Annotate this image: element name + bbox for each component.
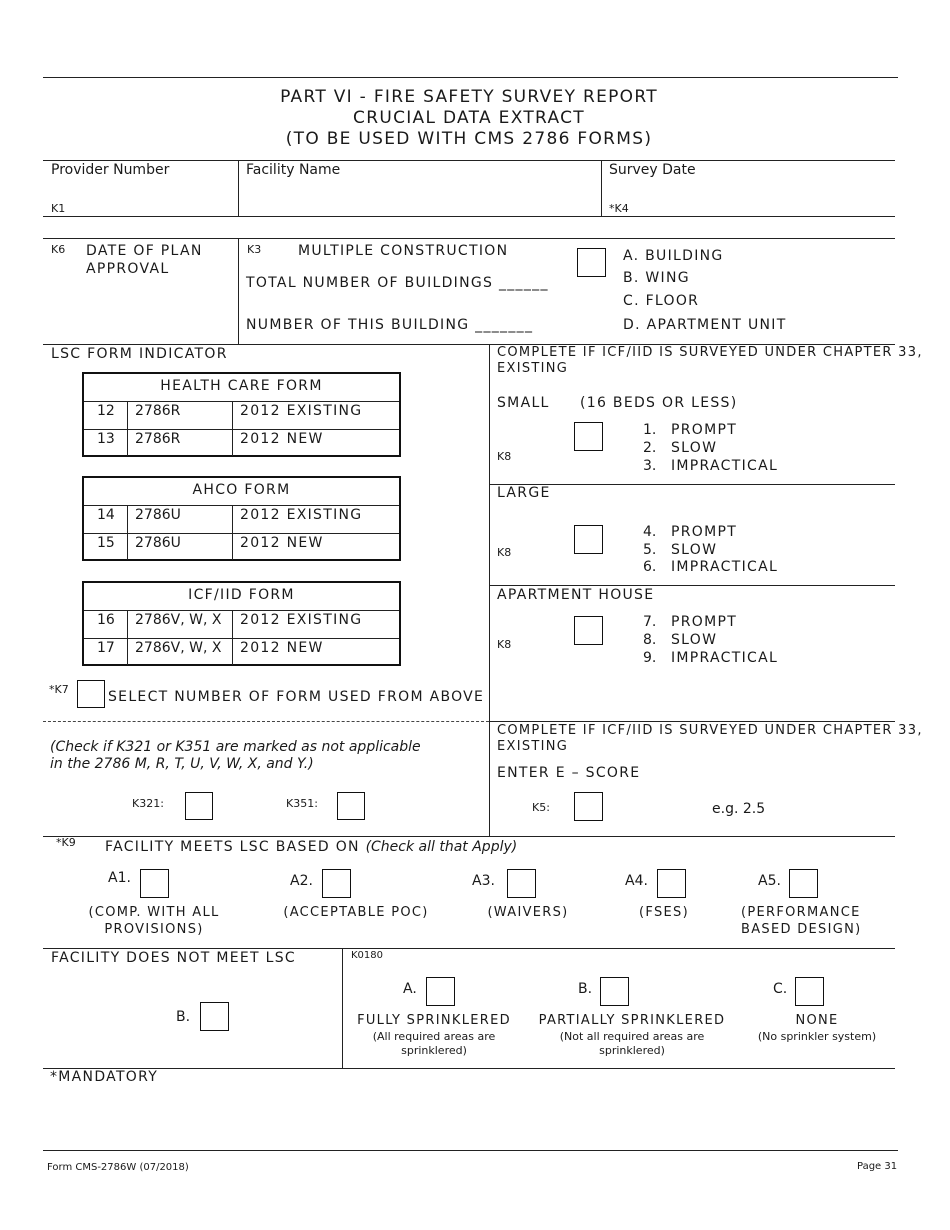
not-meet-top-rule [43, 948, 895, 949]
large-option-slow: SLOW [671, 542, 718, 558]
k3-code: K3 [247, 243, 262, 256]
fully-sprinklered-label: FULLY SPRINKLERED [357, 1013, 511, 1028]
k351-label: K351: [286, 797, 318, 810]
table-row [84, 505, 399, 534]
form-edition: 2012 EXISTING [240, 507, 363, 523]
health-care-form-table [82, 372, 401, 457]
construction-option-d: D. APARTMENT UNIT [623, 317, 787, 333]
apartment-option-impractical: IMPRACTICAL [671, 650, 779, 666]
k9-code: *K9 [56, 836, 76, 849]
provider-number-label: Provider Number [51, 162, 170, 178]
partially-sprinklered-note-2: sprinklered) [599, 1044, 665, 1057]
large-label: LARGE [497, 485, 551, 501]
plan-approval-date-field[interactable] [86, 285, 226, 335]
table-row [84, 638, 399, 665]
fields-top-rule [43, 160, 895, 161]
ahco-form-table [82, 476, 401, 561]
form-edition: 2012 NEW [240, 431, 324, 447]
no-sprinkler-code: C. [773, 981, 788, 997]
meets-a2-label: A2. [290, 873, 313, 889]
not-meet-b-label: B. [176, 1009, 191, 1025]
apartment-k8-code: K8 [497, 638, 512, 651]
form-id-footer: Form CMS-2786W (07/2018) [47, 1162, 189, 1173]
this-building-label: NUMBER OF THIS BUILDING _______ [246, 317, 534, 333]
large-option-5-number: 5. [643, 542, 657, 558]
not-meet-b-checkbox[interactable] [200, 1002, 229, 1031]
provider-code: K1 [51, 202, 66, 215]
dashed-separator [43, 721, 489, 722]
facility-name-label: Facility Name [246, 162, 341, 178]
form-number-checkbox[interactable] [77, 680, 105, 708]
fields-divider-2 [601, 160, 602, 216]
fields-bottom-rule [43, 216, 895, 217]
form-id: 2786U [135, 507, 181, 523]
page-number: Page 31 [857, 1161, 898, 1172]
apartment-option-prompt: PROMPT [671, 614, 738, 630]
select-form-label: SELECT NUMBER OF FORM USED FROM ABOVE [108, 689, 485, 705]
fully-sprinklered-note-1: (All required areas are [372, 1030, 496, 1043]
form-number: 12 [97, 403, 115, 419]
provider-number-field[interactable] [60, 180, 230, 200]
icf-complete-line-1: COMPLETE IF ICF/IID IS SURVEYED UNDER CHAPTER 33, [497, 345, 923, 360]
apartment-house-label: APARTMENT HOUSE [497, 587, 655, 603]
ahco-form-title: AHCO FORM [192, 482, 291, 498]
apartment-option-9-number: 9. [643, 650, 657, 666]
small-k8-code: K8 [497, 450, 512, 463]
meets-a4-desc-1: (FSES) [639, 905, 689, 920]
large-option-4-number: 4. [643, 524, 657, 540]
does-not-meet-label: FACILITY DOES NOT MEET LSC [51, 950, 296, 966]
survey-date-field[interactable] [640, 182, 885, 210]
partially-sprinklered-label: PARTIALLY SPRINKLERED [538, 1013, 726, 1028]
form-edition: 2012 NEW [240, 535, 324, 551]
lsc-form-indicator-label: LSC FORM INDICATOR [51, 346, 228, 362]
escore-complete-line-2: EXISTING [497, 739, 569, 754]
form-id: 2786V, W, X [135, 640, 222, 656]
facility-name-field[interactable] [246, 182, 591, 210]
plan-divider [238, 238, 239, 344]
large-option-6-number: 6. [643, 559, 657, 575]
partially-sprinklered-code: B. [578, 981, 593, 997]
partially-sprinklered-checkbox[interactable] [600, 977, 629, 1006]
title-line-2: CRUCIAL DATA EXTRACT [353, 108, 585, 128]
form-id: 2786U [135, 535, 181, 551]
construction-type-checkbox[interactable] [577, 248, 606, 277]
meets-a5-checkbox[interactable] [789, 869, 818, 898]
plan-top-rule [43, 238, 895, 239]
meets-a5-label: A5. [758, 873, 781, 889]
check-note-line-1: (Check if K321 or K351 are marked as not applicable [50, 739, 421, 755]
table-row [84, 429, 399, 456]
meets-a1-checkbox[interactable] [140, 869, 169, 898]
form-edition: 2012 EXISTING [240, 403, 363, 419]
fully-sprinklered-note-2: sprinklered) [401, 1044, 467, 1057]
fully-sprinklered-code: A. [403, 981, 417, 997]
no-sprinkler-note-1: (No sprinkler system) [757, 1030, 877, 1043]
lsc-vertical-divider [489, 344, 490, 836]
check-note-line-2: in the 2786 M, R, T, U, V, W, X, and Y.) [50, 756, 314, 772]
k321-label: K321: [132, 797, 164, 810]
meets-a2-desc-1: (ACCEPTABLE POC) [283, 905, 429, 920]
apartment-checkbox[interactable] [574, 616, 603, 645]
k351-checkbox[interactable] [337, 792, 365, 820]
small-option-3-number: 3. [643, 458, 657, 474]
k321-checkbox[interactable] [185, 792, 213, 820]
form-id: 2786R [135, 403, 181, 419]
meets-a2-checkbox[interactable] [322, 869, 351, 898]
meets-a3-checkbox[interactable] [507, 869, 536, 898]
meets-a1-desc-2: PROVISIONS) [104, 922, 204, 937]
escore-input[interactable] [574, 792, 603, 821]
small-option-impractical: IMPRACTICAL [671, 458, 779, 474]
survey-date-code: *K4 [609, 202, 629, 215]
icf-complete-line-2: EXISTING [497, 361, 569, 376]
apartment-option-slow: SLOW [671, 632, 718, 648]
apartment-option-8-number: 8. [643, 632, 657, 648]
small-option-2-number: 2. [643, 440, 657, 456]
meets-a3-label: A3. [472, 873, 495, 889]
meets-a4-label: A4. [625, 873, 648, 889]
mandatory-note: *MANDATORY [50, 1069, 159, 1085]
date-of-plan-label: DATE OF PLAN [86, 243, 203, 259]
form-edition: 2012 EXISTING [240, 612, 363, 628]
small-option-1-number: 1. [643, 422, 657, 438]
no-sprinkler-checkbox[interactable] [795, 977, 824, 1006]
partially-sprinklered-note-1: (Not all required areas are [559, 1030, 705, 1043]
table-row [84, 533, 399, 560]
small-checkbox[interactable] [574, 422, 603, 451]
form-number: 15 [97, 535, 115, 551]
meets-a1-label: A1. [108, 870, 131, 886]
title-line-3: (TO BE USED WITH CMS 2786 FORMS) [285, 129, 653, 149]
small-note: (16 BEDS OR LESS) [580, 395, 738, 411]
icf-iid-form-title: ICF/IID FORM [188, 587, 295, 603]
total-buildings-label: TOTAL NUMBER OF BUILDINGS ______ [246, 275, 549, 291]
construction-option-a: A. BUILDING [623, 248, 724, 264]
escore-example: e.g. 2.5 [712, 801, 766, 817]
small-option-prompt: PROMPT [671, 422, 738, 438]
form-number: 13 [97, 431, 115, 447]
meets-a4-checkbox[interactable] [657, 869, 686, 898]
approval-label: APPROVAL [86, 261, 170, 277]
form-edition: 2012 NEW [240, 640, 324, 656]
escore-complete-line-1: COMPLETE IF ICF/IID IS SURVEYED UNDER CHAPTER 33, [497, 723, 923, 738]
meets-a5-desc-1: (PERFORMANCE [741, 905, 861, 920]
k7-code: *K7 [49, 683, 69, 696]
not-meet-bottom-rule [43, 1068, 895, 1069]
k6-code: K6 [51, 243, 66, 256]
apartment-option-7-number: 7. [643, 614, 657, 630]
title-line-1: PART VI - FIRE SAFETY SURVEY REPORT [280, 87, 658, 107]
footer-rule [43, 1150, 898, 1151]
top-rule [43, 77, 898, 78]
large-k8-code: K8 [497, 546, 512, 559]
meets-a5-desc-2: BASED DESIGN) [741, 922, 862, 937]
form-number: 16 [97, 612, 115, 628]
fields-divider-1 [238, 160, 239, 216]
escore-rule [489, 721, 895, 722]
form-id: 2786V, W, X [135, 612, 222, 628]
large-option-impractical: IMPRACTICAL [671, 559, 779, 575]
small-label: SMALL [497, 395, 550, 411]
survey-date-label: Survey Date [609, 162, 696, 178]
large-option-prompt: PROMPT [671, 524, 738, 540]
table-row [84, 401, 399, 430]
fully-sprinklered-checkbox[interactable] [426, 977, 455, 1006]
no-sprinkler-label: NONE [795, 1013, 839, 1028]
apartment-rule [489, 585, 895, 586]
meets-a1-desc-1: (COMP. WITH ALL [88, 905, 220, 920]
table-row [84, 610, 399, 639]
enter-escore-label: ENTER E – SCORE [497, 765, 641, 781]
icf-iid-form-table [82, 581, 401, 666]
form-number: 17 [97, 640, 115, 656]
construction-option-c: C. FLOOR [623, 293, 700, 309]
form-id: 2786R [135, 431, 181, 447]
large-checkbox[interactable] [574, 525, 603, 554]
k0180-code: K0180 [351, 950, 384, 961]
health-care-form-title: HEALTH CARE FORM [160, 378, 323, 394]
meets-top-rule [43, 836, 895, 837]
k5-label: K5: [532, 801, 550, 814]
meets-a3-desc-1: (WAIVERS) [487, 905, 569, 920]
facility-meets-label: FACILITY MEETS LSC BASED ON (Check all that Apply) [105, 839, 518, 855]
construction-option-b: B. WING [623, 270, 690, 286]
form-number: 14 [97, 507, 115, 523]
small-option-slow: SLOW [671, 440, 718, 456]
multiple-construction-label: MULTIPLE CONSTRUCTION [298, 243, 509, 259]
